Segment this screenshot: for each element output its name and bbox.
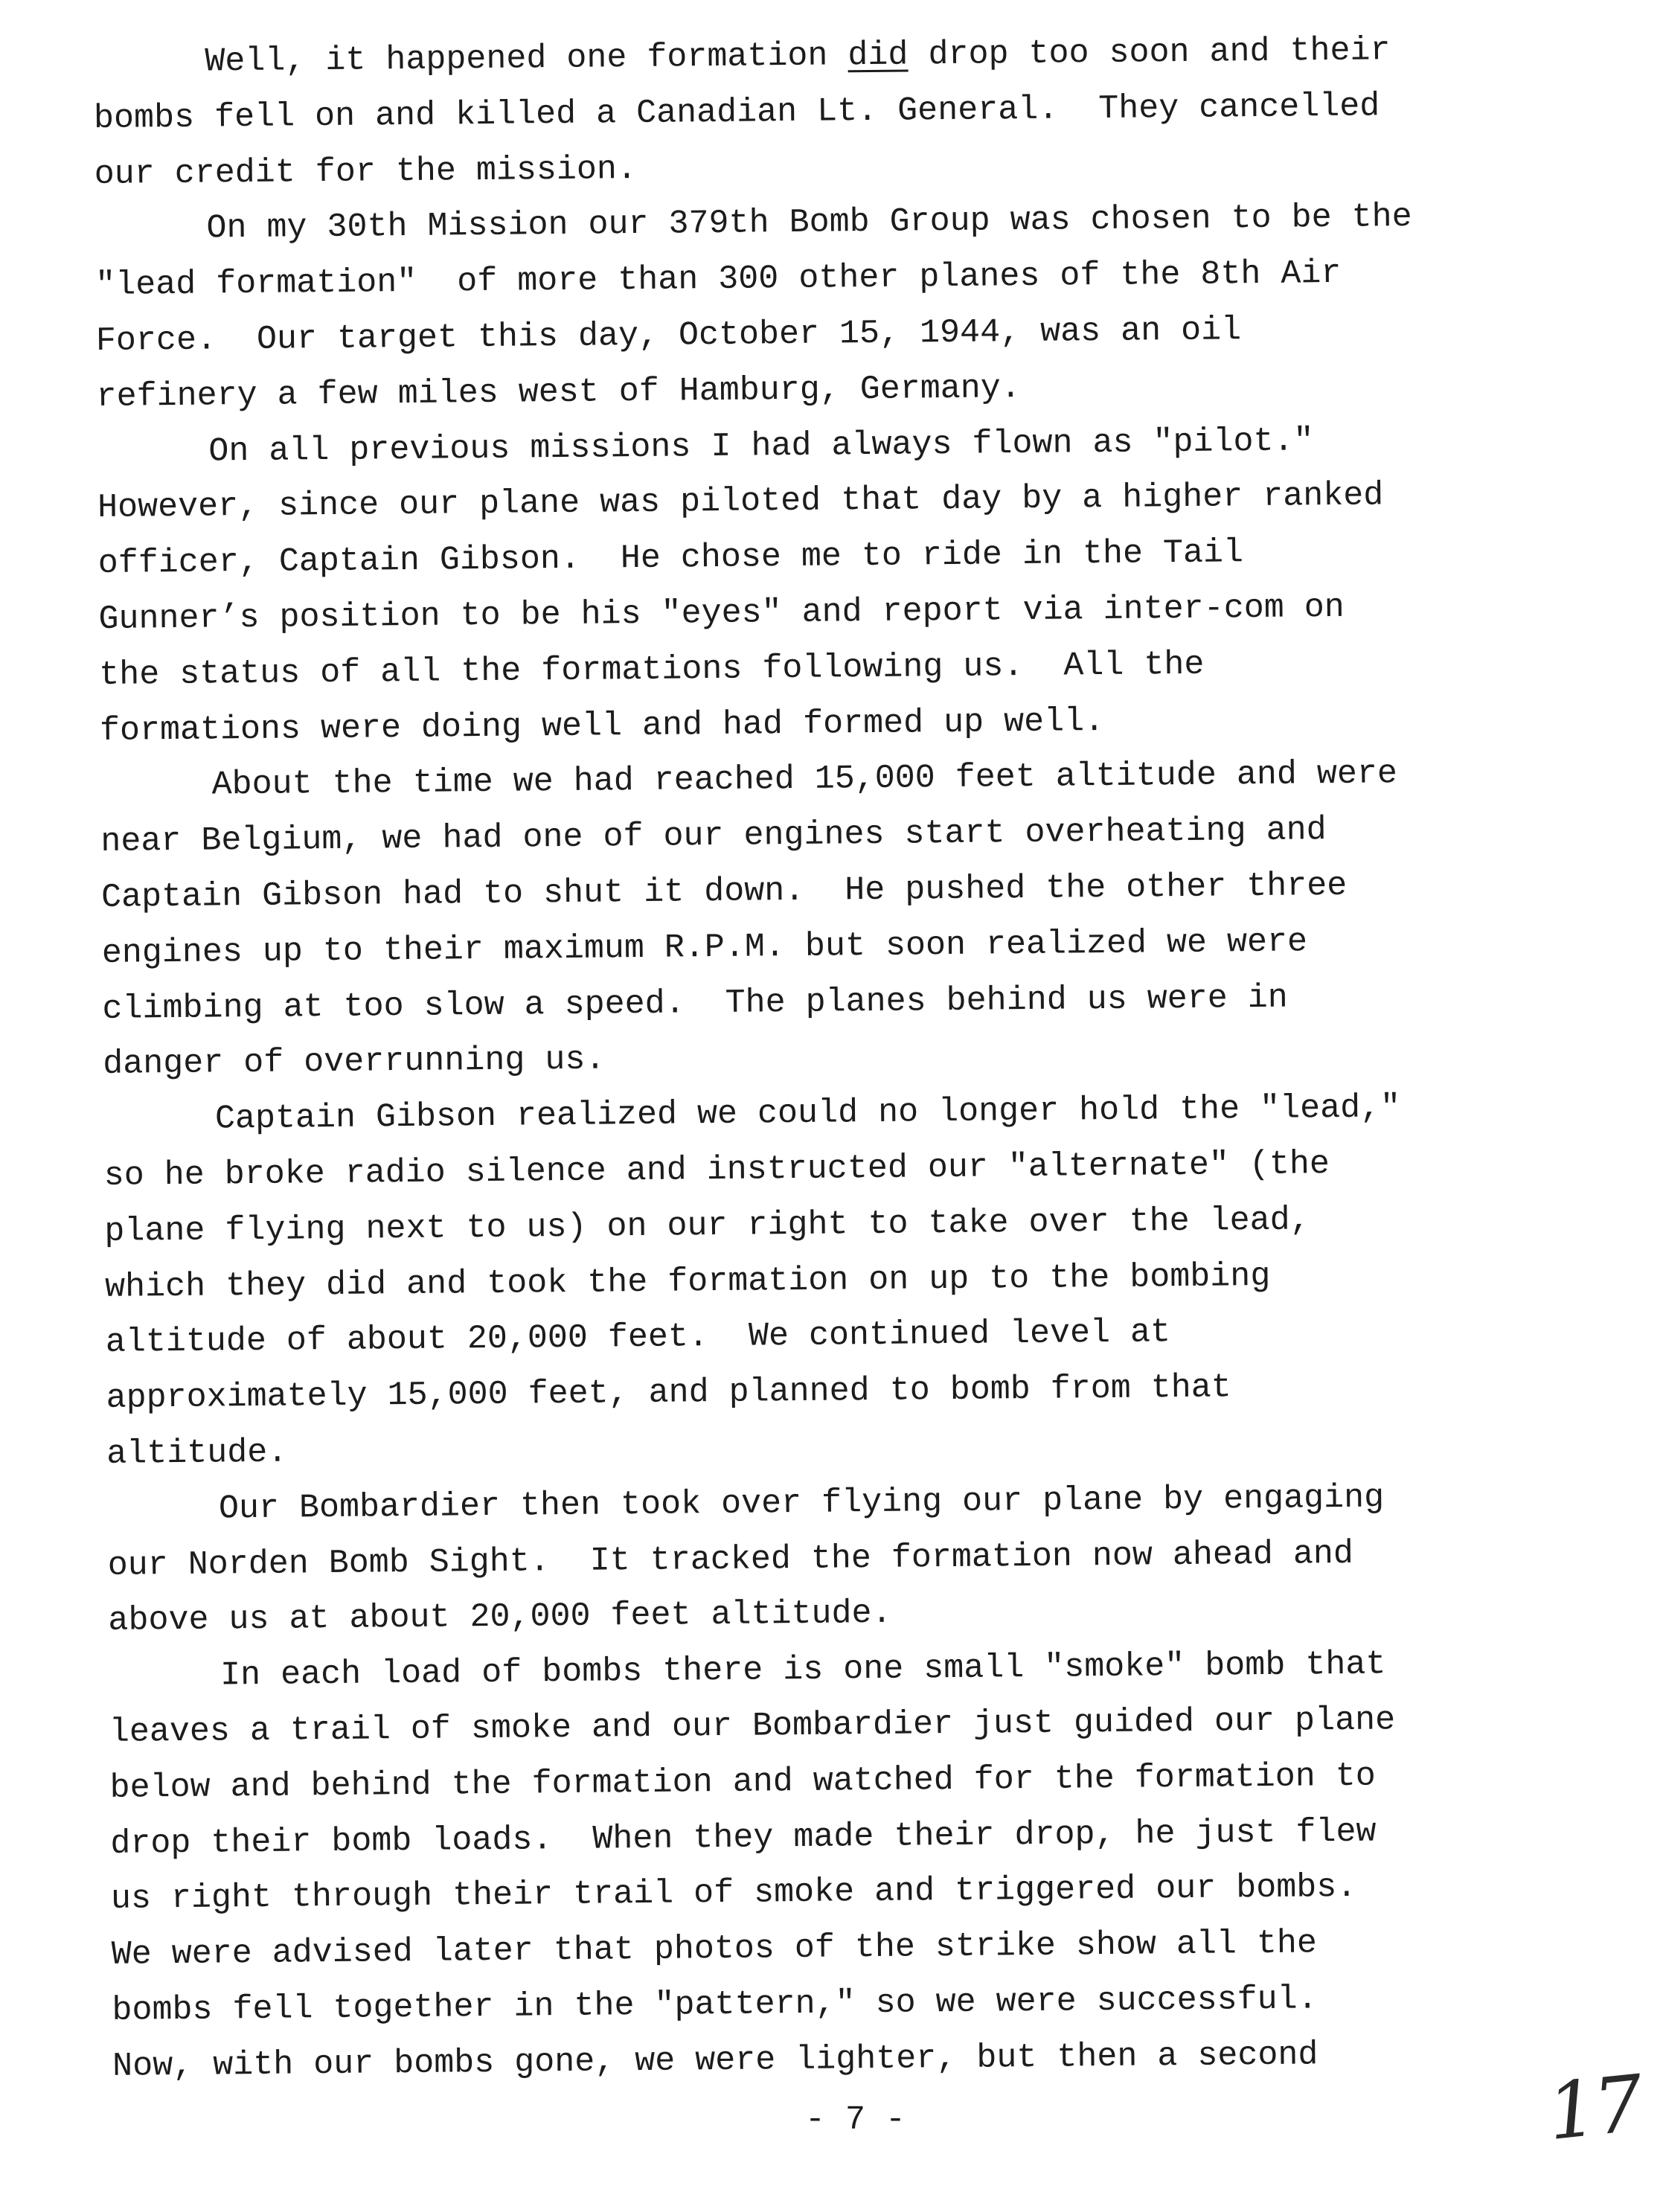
text-line: Gunner’s position to be his "eyes" and report via inter-com on — [98, 588, 1345, 638]
text-line: refinery a few miles west of Hamburg, Germany. — [96, 368, 1022, 416]
text-line: "lead formation" of more than 300 other planes of the 8th Air — [94, 254, 1342, 305]
text-line: drop their bomb loads. When they made their drop, he just flew — [110, 1812, 1377, 1863]
text-line: above us at about 20,000 feet altitude. — [108, 1594, 892, 1641]
paragraph — [103, 1079, 1558, 1482]
text-line: officer, Captain Gibson. He chose me to ride in the Tail — [97, 533, 1244, 583]
text-segment: drop too soon and their — [908, 31, 1391, 74]
paragraph — [100, 746, 1554, 1093]
paragraph — [94, 189, 1548, 426]
text-line: leaves a trail of smoke and our Bombardier just guided our plane — [109, 1701, 1396, 1751]
text-line: formations were doing well and had formed up well. — [99, 702, 1105, 750]
handwritten-page-number: 17 — [1542, 2057, 1645, 2158]
text-line: Captain Gibson realized we could no longer hold the "lead," — [214, 1089, 1401, 1138]
text-line: our credit for the mission. — [94, 150, 638, 193]
text-segment: Well, it happened one formation — [205, 36, 848, 81]
text-line: approximately 15,000 feet, and planned to bomb from that — [106, 1368, 1232, 1418]
text-line: danger of overrunning us. — [103, 1040, 606, 1084]
text-line: On all previous missions I had always flown as "pilot." — [208, 421, 1314, 471]
text-line: below and behind the formation and watched for the formation to — [109, 1757, 1377, 1807]
paragraph — [97, 411, 1551, 759]
text-line: About the time we had reached 15,000 feet altitude and were — [211, 754, 1398, 804]
text-line: the status of all the formations following us. All the — [99, 645, 1205, 694]
text-line: Force. Our target this day, October 15, 1944, was an oil — [95, 311, 1242, 360]
paragraph — [107, 1469, 1560, 1650]
text-line: We were advised later that photos of the strike show all the — [111, 1924, 1318, 1974]
text-line: climbing at too slow a speed. The planes behind us were in — [102, 978, 1288, 1028]
page-number: - 7 - — [805, 2101, 906, 2139]
text-line: plane flying next to us) on our right to take over the lead, — [104, 1201, 1310, 1251]
text-line: altitude of about 20,000 feet. We continued level at — [105, 1313, 1171, 1362]
document-body — [93, 22, 1563, 2094]
text-line: On my 30th Mission our 379th Bomb Group was chosen to be the — [206, 198, 1412, 248]
text-line: near Belgium, we had one of our engines start overheating and — [100, 811, 1327, 862]
text-line: engines up to their maximum R.P.M. but soon realized we were — [101, 923, 1308, 972]
text-line: us right through their trail of smoke and triggered our bombs. — [110, 1868, 1357, 1919]
text-line: bombs fell on and killed a Canadian Lt. General. They cancelled — [93, 87, 1380, 138]
text-line: Captain Gibson had to shut it down. He pushed the other three — [100, 866, 1348, 917]
paragraph — [109, 1635, 1564, 2094]
text-line: our Norden Bomb Sight. It tracked the formation now ahead and — [107, 1534, 1354, 1585]
paragraph — [93, 22, 1545, 202]
text-line: bombs fell together in the "pattern," so we were successful. — [112, 1980, 1318, 2030]
text-line: which they did and took the formation on up to the bombing — [104, 1257, 1271, 1307]
text-line: altitude. — [106, 1433, 288, 1473]
text-line: However, since our plane was piloted that day by a higher ranked — [97, 476, 1384, 528]
underlined-word: did — [847, 36, 909, 75]
text-line: so he broke radio silence and instructed our "alternate" (the — [103, 1145, 1330, 1195]
text-line: Our Bombardier then took over flying our plane by engaging — [218, 1478, 1385, 1528]
text-line: Now, with our bombs gone, we were lighter, but then a second — [112, 2036, 1318, 2086]
text-line: In each load of bombs there is one small "smoke" bomb that — [220, 1645, 1386, 1695]
